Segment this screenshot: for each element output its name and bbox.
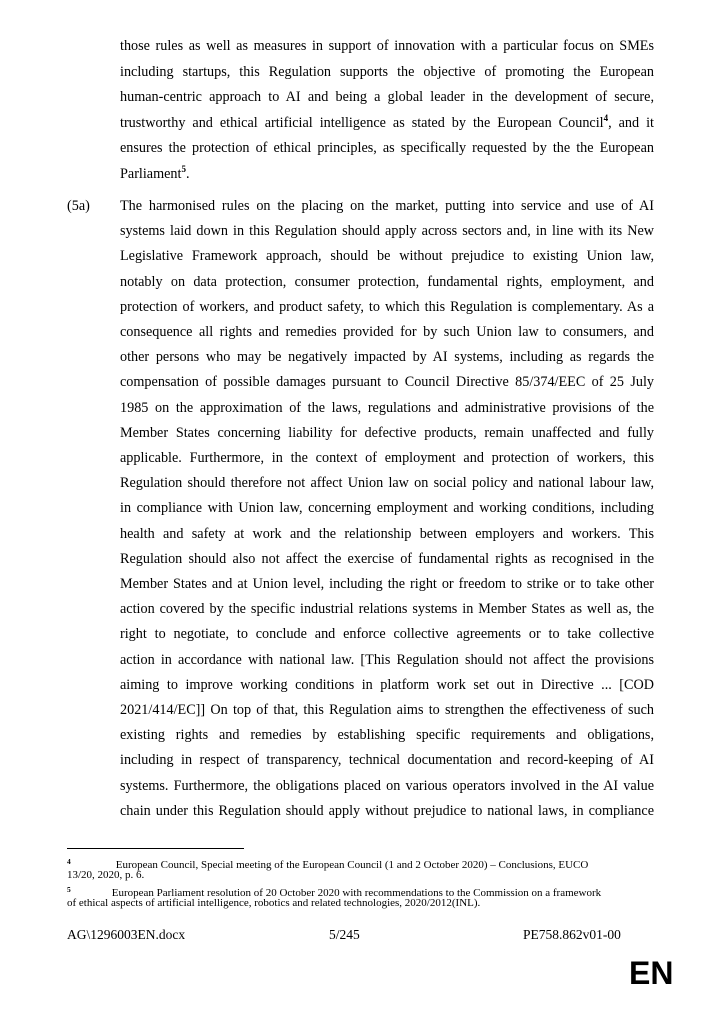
paragraph-number: (5a) xyxy=(67,198,90,214)
body-text-line: those rules as well as measures in support of innovation with a particular focus on SMEs xyxy=(120,38,654,54)
body-text-line: systems laid down in this Regulation should apply across sectors and, in line with its New xyxy=(120,223,654,240)
footnote-mark: 4 xyxy=(67,857,71,866)
body-text-line: Regulation should also not affect the exercise of fundamental rights as recognised in the xyxy=(120,550,654,567)
body-text-line xyxy=(120,165,654,183)
body-text-line: human-centric approach to AI and being a global leader in the development of secure, xyxy=(120,89,654,105)
body-text-line: consequence all rights and remedies provided for by such Union law to consumers, and xyxy=(120,324,654,340)
body-text-line: including startups, this Regulation supports the objective of promoting the European xyxy=(120,64,654,80)
footnote-5-cont: of ethical aspects of artificial intelligence, robotics and related technologies, 2020/2012(INL). xyxy=(67,897,481,909)
body-text-line: in compliance with Union law, concerning employment and working conditions, including xyxy=(120,500,654,517)
footnote-4-cont: 13/20, 2020, p. 6. xyxy=(67,869,145,881)
body-text-line: 2021/414/EC]] On top of that, this Regulation aims to strengthen the effectiveness of such xyxy=(120,702,654,718)
body-text-line xyxy=(120,114,654,132)
footnote-separator xyxy=(67,848,244,849)
footnote-ref[interactable]: 5 xyxy=(181,164,186,174)
footnote-text: European Parliament resolution of 20 October 2020 with recommendations to the Commission on a framework xyxy=(111,887,602,899)
body-text-line: Member States concerning liability for defective products, remain unaffected and fully xyxy=(120,424,654,441)
text: , and it xyxy=(608,115,654,131)
body-text-line: aiming to improve working conditions in platform work set out in Directive ... [COD xyxy=(120,676,654,693)
body-text-line: notably on data protection, consumer protection, fundamental rights, employment, and xyxy=(120,273,654,290)
body-text-line: existing rights and remedies by establishing specific requirements and obligations, xyxy=(120,727,654,744)
body-text-line: The harmonised rules on the placing on the market, putting into service and use of AI xyxy=(120,198,654,214)
body-text-line: Regulation should therefore not affect Union law on social policy and national labour law, xyxy=(120,475,654,492)
body-text-line: applicable. Furthermore, in the context of employment and protection of workers, this xyxy=(120,450,654,466)
body-text-line: Legislative Framework approach, should be without prejudice to existing Union law, xyxy=(120,248,654,265)
body-text-line: including in respect of transparency, technical documentation and record-keeping of AI xyxy=(120,752,654,769)
body-text-line: action in accordance with national law. [This Regulation should not affect the provisions xyxy=(120,651,654,668)
footnote-ref[interactable]: 4 xyxy=(603,113,609,123)
body-text-line: compensation of possible damages pursuant to Council Directive 85/374/EEC of 25 July xyxy=(120,374,654,391)
body-text-line: ensures the protection of ethical principles, as specifically requested by the the European xyxy=(120,140,654,156)
body-text-line: 1985 on the approximation of the laws, regulations and administrative provisions of the xyxy=(120,399,654,416)
footnote-text: European Council, Special meeting of the European Council (1 and 2 October 2020) – Conclusions, EUCO xyxy=(115,859,589,871)
text: trustworthy and ethical artificial intelligence as stated by the European Council xyxy=(120,115,604,131)
language-badge: EN xyxy=(629,955,674,991)
footer-page-number: 5/245 xyxy=(329,927,360,942)
text: . xyxy=(185,166,190,182)
body-text-line: protection of workers, and product safety, to which this Regulation is complementary. As a xyxy=(120,298,654,315)
body-text-line: right to negotiate, to conclude and enforce collective agreements or to take collective xyxy=(120,626,654,643)
footnote-mark: 5 xyxy=(67,885,71,894)
body-text-line: systems. Furthermore, the obligations placed on various operators involved in the AI value xyxy=(120,777,654,794)
text: Parliament xyxy=(120,166,182,182)
body-text-line: Member States and at Union level, including the right or freedom to strike or to take other xyxy=(120,576,654,592)
footer-filename: AG\1296003EN.docx xyxy=(67,927,186,942)
body-text-line: health and safety at work and the relationship between employers and workers. This xyxy=(120,525,654,542)
body-text-line: other persons who may be negatively impacted by AI systems, including as regards the xyxy=(120,349,654,366)
footer-reference: PE758.862v01-00 xyxy=(523,927,621,942)
body-text-line: chain under this Regulation should apply without prejudice to national laws, in compliance xyxy=(120,802,654,819)
body-text-line: action covered by the specific industrial relations systems in Member States as well as, the xyxy=(120,601,654,618)
